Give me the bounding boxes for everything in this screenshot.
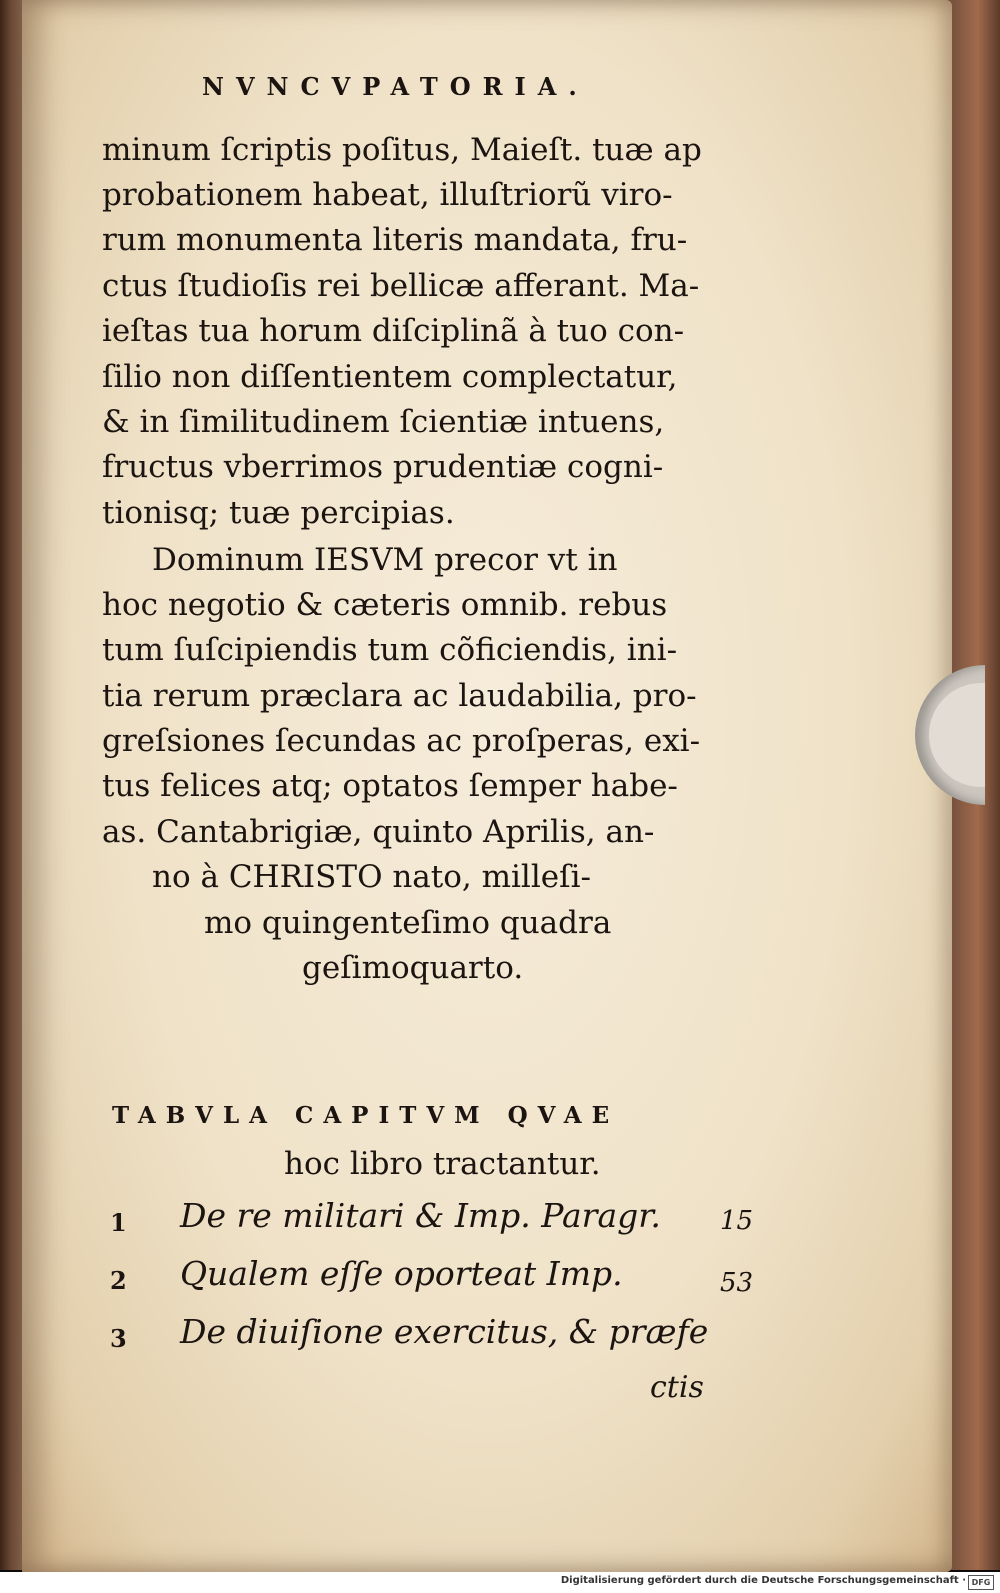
body-line: tionisq; tuæ percipias.	[102, 495, 455, 531]
body-line: fructus vberrimos prudentiæ cogni-	[102, 449, 664, 485]
body-line: probationem habeat, illuſtriorũ viro-	[102, 177, 673, 213]
body-line: no à CHRISTO nato, milleſi-	[152, 859, 591, 895]
toc-number: 3	[110, 1324, 127, 1353]
body-line: as. Cantabrigiæ, quinto Aprilis, an-	[102, 814, 655, 850]
body-line: ſilio non diſſentientem complectatur,	[102, 359, 678, 395]
body-line: rum monumenta literis mandata, fru-	[102, 222, 688, 258]
table-subheading: hoc libro tractantur.	[284, 1146, 601, 1182]
funding-credit: Digitalisierung gefördert durch die Deutsche Forschungsgemeinschaft ·	[560, 1575, 966, 1586]
toc-number: 1	[110, 1208, 127, 1237]
table-heading: TABVLA CAPITVM QVAE	[112, 1102, 620, 1129]
body-line: ctus ſtudioſis rei bellicæ afferant. Ma-	[102, 268, 700, 304]
toc-title: De diuiſione exercitus, & præfe	[180, 1312, 709, 1351]
toc-title: ctis	[650, 1370, 704, 1405]
body-line: ieſtas tua horum diſciplinã à tuo con-	[102, 313, 685, 349]
body-line: minum ſcriptis poſitus, Maieſt. tuæ ap	[102, 132, 702, 168]
body-line: tia rerum præclara ac laudabilia, pro-	[102, 678, 697, 714]
body-line: greſsiones ſecundas ac proſperas, exi-	[102, 723, 701, 759]
toc-title: De re militari & Imp. Paragr.	[180, 1196, 661, 1235]
body-line: geſimoquarto.	[302, 950, 524, 986]
dfg-logo-icon: DFG	[968, 1575, 994, 1590]
toc-title: Qualem eſſe oporteat Imp.	[180, 1254, 623, 1293]
body-line: Dominum IESVM precor vt in	[152, 542, 618, 578]
footer-bar	[0, 1572, 1000, 1593]
body-line: tum ſuſcipiendis tum cõficiendis, ini-	[102, 632, 678, 668]
body-line: tus felices atq; optatos ſemper habe-	[102, 768, 678, 804]
body-line: hoc negotio & cæteris omnib. rebus	[102, 587, 668, 623]
toc-page: 15	[720, 1206, 754, 1236]
book-page	[22, 0, 952, 1572]
body-line: & in ſimilitudinem ſcientiæ intuens,	[102, 404, 665, 440]
toc-number: 2	[110, 1266, 127, 1295]
toc-page: 53	[720, 1268, 754, 1298]
page-clip-inner	[929, 683, 985, 787]
running-head: NVNCVPATORIA.	[202, 72, 589, 101]
body-line: mo quingenteſimo quadra	[204, 905, 612, 941]
